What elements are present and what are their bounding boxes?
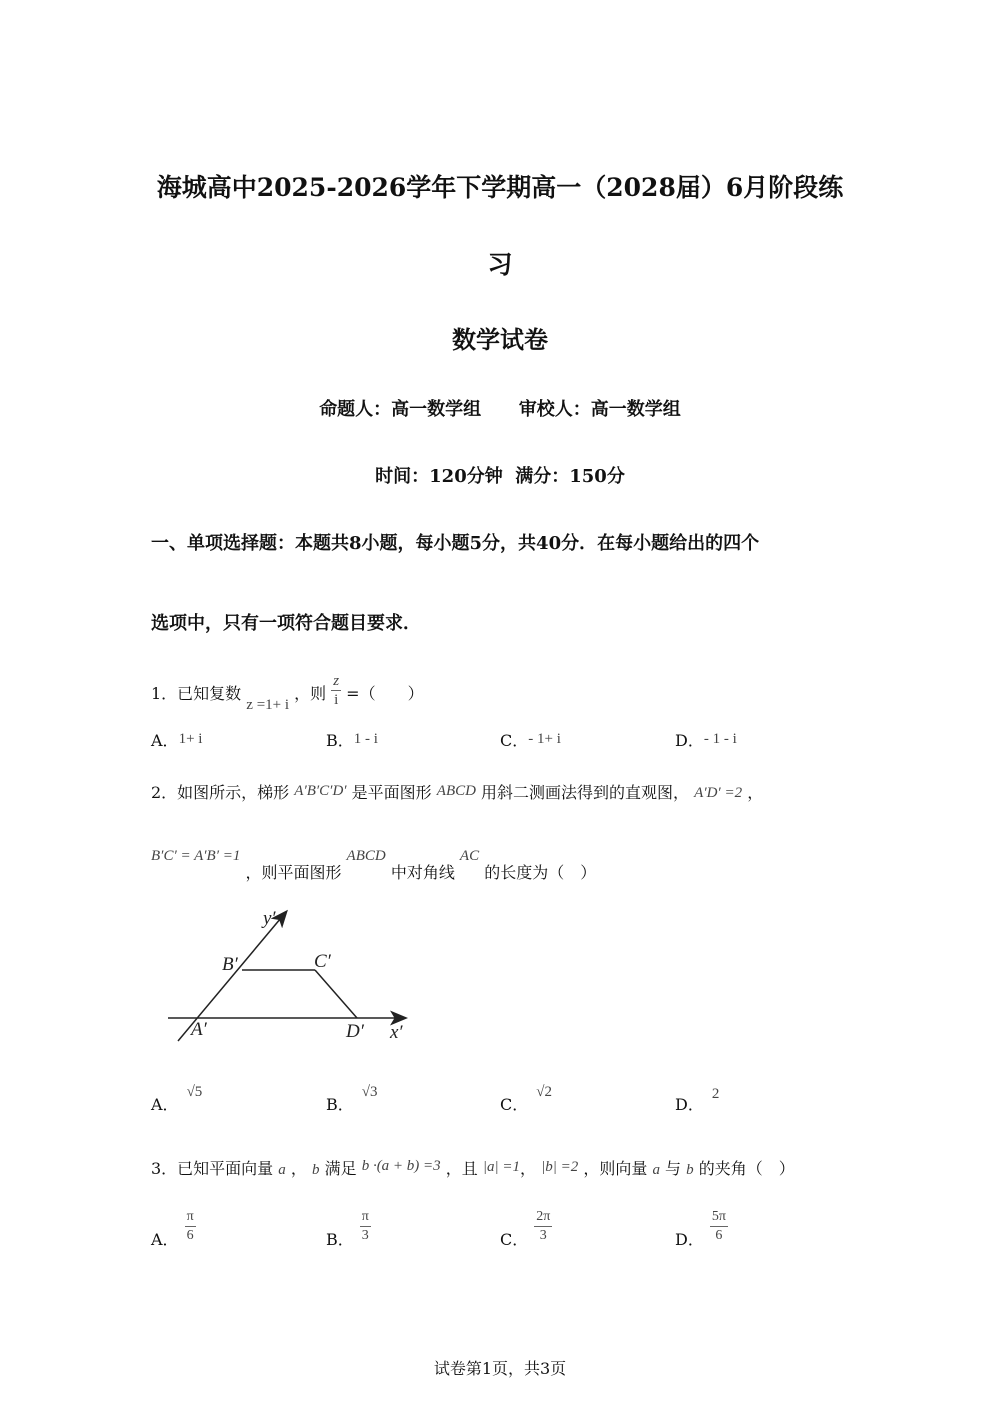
q1-expr: z =1+ i <box>246 697 290 713</box>
point-a-label: A′ <box>191 1019 207 1040</box>
point-d-label: D′ <box>346 1021 364 1042</box>
authors-line: 命题人：高一数学组 审校人：高一数学组 <box>319 399 681 420</box>
point-c-label: C′ <box>314 951 331 972</box>
q3-option-a[interactable]: A． $\frac{\pi}{6}$ <box>151 1209 194 1249</box>
q2-option-a[interactable]: A．√5 <box>151 1084 203 1114</box>
q3-option-d[interactable]: D． $\frac{5\pi}{6}$ <box>675 1209 726 1249</box>
section1-heading-line2: 选项中，只有一项符合题目要求． <box>151 613 421 634</box>
q1-frac-den: i <box>334 692 339 708</box>
q3-prefix: 3．已知平面向量 <box>151 1159 274 1178</box>
q2-suffix: 的长度为（ ） <box>484 863 597 882</box>
q2-option-d[interactable]: D．2 <box>675 1086 720 1114</box>
question-2-line1 <box>151 780 763 803</box>
q2-ac: AC <box>459 848 480 864</box>
q3-vector-b: b <box>311 1162 320 1178</box>
q2-prefix: 2．如图所示，梯形 <box>151 783 290 802</box>
q1-option-b[interactable]: B．1 - i <box>326 731 378 750</box>
q1-option-d[interactable]: D．- 1 - i <box>675 731 737 750</box>
q3-option-c[interactable]: C． $\frac{2\pi}{3}$ <box>500 1209 551 1249</box>
q3-suffix: 的夹角（ ） <box>698 1159 795 1178</box>
question-3: 3．已知平面向量 a ， b 满足 b ·(a + b) =3 ，且 |a| =1， |b| =2 ，则向量 a 与 b 的夹角（ ） <box>151 1158 795 1178</box>
q2-abcd2: ABCD <box>346 848 386 864</box>
q2-mid3: ，则平面图形 <box>245 863 342 882</box>
exam-title-line1: 海城高中2025-2026学年下学期高一（2028届）6月阶段练 <box>156 173 844 202</box>
question-1 <box>151 673 424 713</box>
q2-cond2: B′C′ = A′B′ =1 <box>151 848 241 864</box>
q3-mid2: ，且 <box>445 1159 478 1178</box>
point-b-label: B′ <box>222 954 238 975</box>
subject-title: 数学试卷 <box>452 325 548 354</box>
y-axis-label: y′ <box>263 908 276 929</box>
q2-comma: ， <box>747 783 764 802</box>
q3-mid3: ，则向量 <box>583 1159 648 1178</box>
q3-comma: ， <box>290 1159 307 1178</box>
q3-abs-b: |b| =2 <box>541 1159 579 1175</box>
x-axis-label: x′ <box>390 1022 403 1043</box>
q3-condition: b ·(a + b) =3 <box>361 1158 441 1174</box>
q3-mid1: 满足 <box>324 1159 357 1178</box>
q3-option-b[interactable]: B． $\frac{\pi}{3}$ <box>326 1209 369 1249</box>
question-2-line2 <box>151 844 597 882</box>
q2-option-c[interactable]: C．√2 <box>500 1084 552 1114</box>
q3-mid4: 与 <box>665 1159 682 1178</box>
q1-option-c[interactable]: C．- 1+ i <box>500 731 561 750</box>
exam-title-line2: 习 <box>487 250 513 279</box>
q3-abs-a: |a| =1 <box>482 1159 520 1175</box>
q2-abcd: ABCD <box>436 783 476 799</box>
q1-frac-num: z <box>333 673 340 689</box>
q3-vector-a2: a <box>652 1162 660 1178</box>
edge-cd <box>315 970 357 1018</box>
q1-fraction <box>331 672 341 709</box>
time-score-line: 时间：120分钟 满分：150分 <box>375 466 625 487</box>
q1-mid: ，则 <box>294 684 327 703</box>
q2-trapezoid-figure <box>160 900 420 1050</box>
q2-mid2: 用斜二测画法得到的直观图， <box>481 783 690 802</box>
q1-prefix: 1．已知复数 <box>151 684 242 703</box>
q2-trapezoid: A′B′C′D′ <box>294 783 347 799</box>
page-footer: 试卷第1页，共3页 <box>433 1359 567 1378</box>
q2-mid1: 是平面图形 <box>351 783 432 802</box>
q2-option-b[interactable]: B．√3 <box>326 1084 378 1114</box>
q2-mid4: 中对角线 <box>390 863 455 882</box>
q1-option-a[interactable]: A．1+ i <box>151 731 203 750</box>
q3-vector-b2: b <box>686 1162 694 1178</box>
q1-suffix: =（ ） <box>346 684 424 703</box>
q3-vector-a: a <box>278 1162 286 1178</box>
q2-cond1: A′D′ =2 <box>694 785 743 801</box>
section1-heading-line1: 一、单项选择题：本题共8小题，每小题5分，共40分．在每小题给出的四个 <box>151 533 760 554</box>
